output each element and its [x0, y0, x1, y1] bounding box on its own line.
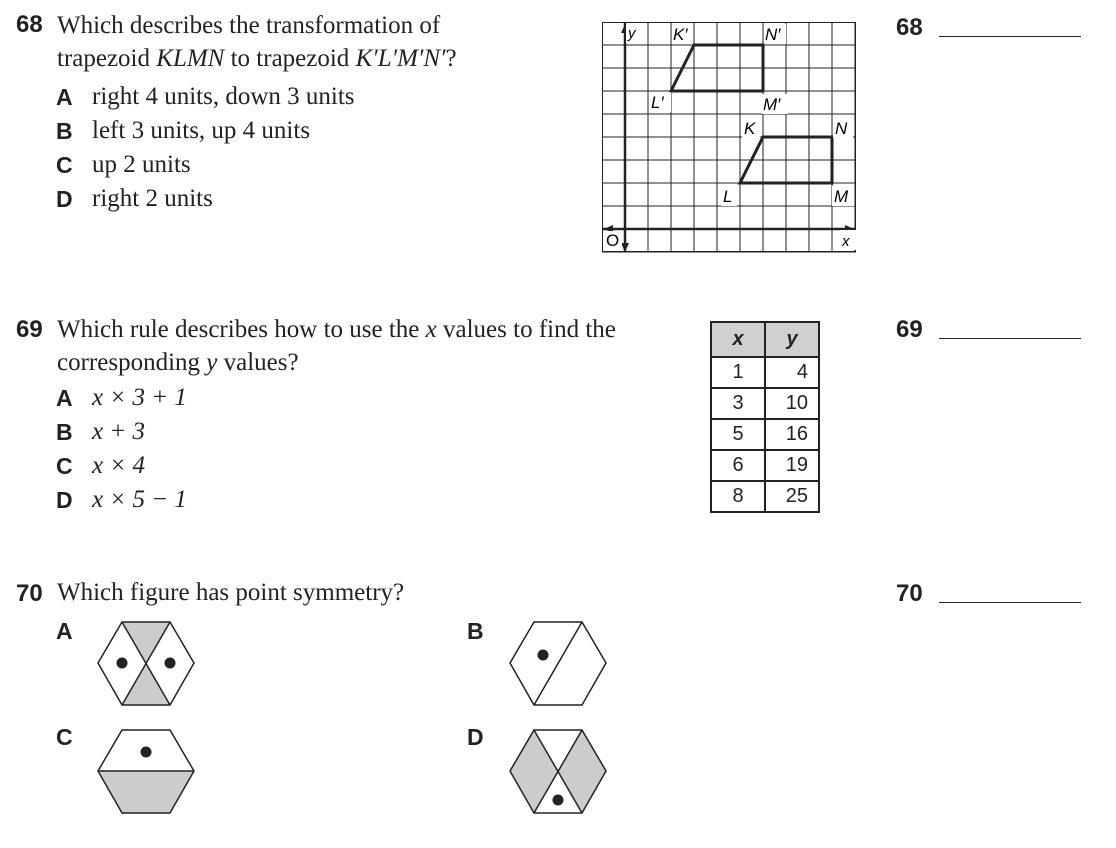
point-label-n: N: [835, 119, 848, 138]
diagonal-line: [534, 622, 582, 705]
option-text: x × 5 − 1: [92, 486, 187, 513]
option-a[interactable]: [56, 381, 187, 415]
table-row: [711, 419, 819, 450]
answer-slot-70: [896, 580, 1081, 608]
option-letter: C: [56, 724, 73, 750]
text-fragment: trapezoid: [57, 45, 157, 72]
origin-label: O: [606, 231, 620, 250]
point-label-n-prime: N′: [765, 25, 781, 44]
question-text-line: [57, 313, 616, 346]
dot: [538, 650, 549, 661]
option-text: right 4 units, down 3 units: [92, 83, 355, 110]
answer-line[interactable]: [939, 36, 1081, 37]
question-70: [16, 580, 43, 608]
option-d[interactable]: [56, 483, 187, 517]
x-axis-label: x: [842, 233, 850, 250]
option-letter: C: [56, 151, 73, 178]
table-cell: 4: [765, 357, 819, 388]
answer-slot-68: [896, 14, 1081, 42]
table-cell: 6: [711, 450, 765, 481]
y-axis-arrow-icon: [621, 243, 629, 252]
math-text: KLMN: [156, 45, 225, 72]
question-69-text: [57, 313, 616, 379]
table-row: [711, 450, 819, 481]
question-70-text: Which figure has point symmetry?: [57, 579, 405, 606]
table-header: y: [765, 322, 819, 357]
shaded-half: [98, 771, 194, 813]
point-label-k: K: [744, 119, 756, 138]
answer-number: 69: [896, 316, 923, 343]
text-fragment: values to find the: [436, 316, 616, 343]
option-c[interactable]: [56, 148, 355, 182]
math-text: y: [206, 349, 218, 376]
option-text: x × 4: [92, 452, 145, 479]
question-68: [16, 11, 43, 39]
text-fragment: Which rule describes how to use the: [57, 316, 426, 343]
question-number: 69: [16, 316, 43, 343]
point-label-m: M: [834, 187, 849, 206]
table-cell: 10: [765, 388, 819, 419]
shaded-triangle: [122, 622, 170, 663]
option-letter: C: [56, 452, 73, 479]
question-69-options: [56, 381, 187, 517]
option-a-hexagon-figure[interactable]: [96, 620, 196, 708]
point-label-m-prime: M′: [763, 95, 781, 114]
shaded-triangle: [122, 663, 170, 705]
option-text: right 2 units: [92, 185, 213, 212]
question-number: 68: [16, 11, 43, 38]
table-cell: 5: [711, 419, 765, 450]
option-text: left 3 units, up 4 units: [92, 117, 311, 144]
option-text: up 2 units: [92, 151, 191, 178]
text-fragment: values?: [217, 349, 299, 376]
option-d-hexagon-figure[interactable]: [508, 728, 608, 816]
table-row: [711, 357, 819, 388]
table-cell: 25: [765, 481, 819, 512]
dot: [553, 795, 564, 806]
question-68-options: [56, 80, 355, 216]
option-c-hexagon-figure[interactable]: [96, 728, 196, 816]
question-text-line: Which describes the transformation of: [57, 12, 441, 39]
option-letter: D: [467, 724, 484, 750]
math-text: K′L′M′N′: [355, 45, 446, 72]
point-label-l: L: [723, 187, 733, 206]
option-letter: A: [56, 384, 73, 411]
option-text: x + 3: [92, 418, 145, 445]
xy-table: [710, 321, 820, 513]
text-fragment: ?: [445, 45, 457, 72]
option-b-hexagon-figure[interactable]: [508, 620, 608, 708]
table-header-row: [711, 322, 819, 357]
table-cell: 19: [765, 450, 819, 481]
table-row: [711, 388, 819, 419]
shaded-region: [558, 730, 606, 813]
text-fragment: to trapezoid: [224, 45, 356, 72]
point-label-l-prime: L′: [651, 93, 664, 112]
option-b[interactable]: [56, 114, 355, 148]
question-number: 70: [16, 580, 43, 607]
option-letter: B: [56, 418, 73, 445]
table-cell: 1: [711, 357, 765, 388]
option-b[interactable]: [56, 415, 187, 449]
question-68-text: [57, 9, 457, 75]
question-text-line: [57, 42, 457, 75]
y-axis-label: y: [628, 25, 636, 42]
dot: [165, 658, 176, 669]
table-header: x: [711, 322, 765, 357]
point-label-k-prime: K′: [673, 25, 688, 44]
answer-line[interactable]: [939, 602, 1081, 603]
option-letter: B: [56, 117, 73, 144]
option-letter: D: [56, 185, 73, 212]
shaded-region: [510, 730, 558, 813]
answer-number: 70: [896, 580, 923, 607]
dot: [117, 658, 128, 669]
option-c[interactable]: [56, 449, 187, 483]
option-letter: D: [56, 486, 73, 513]
table-cell: 8: [711, 481, 765, 512]
answer-line[interactable]: [939, 338, 1081, 339]
table-cell: 3: [711, 388, 765, 419]
option-a[interactable]: [56, 80, 355, 114]
table-row: [711, 481, 819, 512]
answer-slot-69: [896, 316, 1081, 344]
dot: [141, 747, 152, 758]
option-letter: B: [467, 618, 484, 644]
question-text-line: [57, 346, 616, 379]
table-cell: 16: [765, 419, 819, 450]
question-69: [16, 316, 43, 344]
text-fragment: corresponding: [57, 349, 207, 376]
option-letter: A: [56, 618, 73, 644]
option-letter: A: [56, 83, 73, 110]
math-text: x: [425, 316, 437, 343]
coordinate-grid: [602, 22, 858, 254]
answer-number: 68: [896, 14, 923, 41]
option-d[interactable]: [56, 182, 355, 216]
option-text: x × 3 + 1: [92, 384, 187, 411]
